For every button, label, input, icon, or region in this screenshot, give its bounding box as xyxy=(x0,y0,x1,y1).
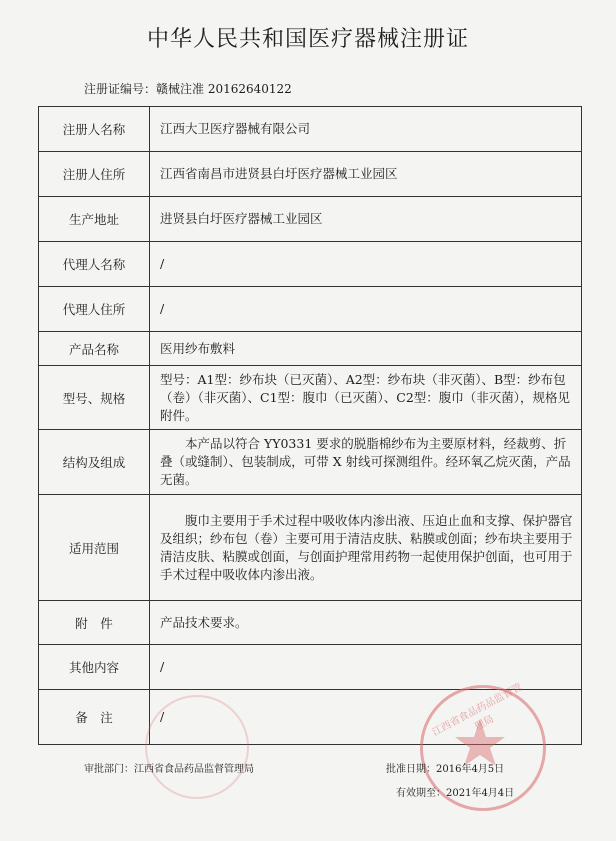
approval-date: 批准日期：2016年4月5日 xyxy=(386,764,505,775)
registrant-address-value: 江西省南昌市进贤县白圩医疗器械工业园区 xyxy=(150,152,582,197)
left-faint-stamp xyxy=(145,695,249,799)
scope-of-application-value: 腹巾主要用于手术过程中吸收体内渗出液、压迫止血和支撑、保护器官及组织；纱布包（卷）主要可用于清洁皮肤、粘膜或创面；纱布块主要用于清洁皮肤、粘膜或创面，与创面护理常用药物一起使用保护创面，也可用于手术过程中吸收体内渗出液。 xyxy=(150,495,582,601)
row-label: 型号、规格 xyxy=(39,366,150,430)
product-name-value: 医用纱布敷料 xyxy=(150,332,582,366)
agent-name-value: / xyxy=(150,242,582,287)
table-row xyxy=(39,645,582,690)
table-row xyxy=(39,366,582,430)
table-row xyxy=(39,287,582,332)
table-row xyxy=(39,197,582,242)
row-label: 结构及组成 xyxy=(39,430,150,495)
table-row xyxy=(39,495,582,601)
structure-composition-value: 本产品以符合 YY0331 要求的脱脂棉纱布为主要原材料，经裁剪、折叠（或缝制）、包装制成，可带 X 射线可探测组件。经环氧乙烷灭菌，产品无菌。 xyxy=(150,430,582,495)
row-label: 注册人名称 xyxy=(39,107,150,152)
row-label: 注册人住所 xyxy=(39,152,150,197)
attachment-value: 产品技术要求。 xyxy=(150,601,582,645)
agent-address-value: / xyxy=(150,287,582,332)
production-address-value: 进贤县白圩医疗器械工业园区 xyxy=(150,197,582,242)
table-row xyxy=(39,601,582,645)
row-label: 代理人名称 xyxy=(39,242,150,287)
registration-number: 注册证编号：赣械注准 20162640122 xyxy=(84,82,292,96)
row-label: 备 注 xyxy=(39,690,150,745)
row-label: 产品名称 xyxy=(39,332,150,366)
row-label: 适用范围 xyxy=(39,495,150,601)
model-spec-value: 型号：A1型：纱布块（已灭菌）、A2型：纱布块（非灭菌）、B型：纱布包（卷）（非灭菌）、C1型：腹巾（已灭菌）、C2型：腹巾（非灭菌），规格见附件。 xyxy=(150,366,582,430)
row-label: 代理人住所 xyxy=(39,287,150,332)
row-label: 其他内容 xyxy=(39,645,150,690)
certificate-title: 中华人民共和国医疗器械注册证 xyxy=(146,27,469,52)
table-row xyxy=(39,242,582,287)
table-row xyxy=(39,152,582,197)
row-label: 附 件 xyxy=(39,601,150,645)
table-row xyxy=(39,430,582,495)
row-label: 生产地址 xyxy=(39,197,150,242)
table-row xyxy=(39,332,582,366)
approval-department: 审批部门：江西省食品药品监督管理局 xyxy=(84,764,254,775)
table-row xyxy=(39,107,582,152)
other-content-value: / xyxy=(150,645,582,690)
registrant-name-value: 江西大卫医疗器械有限公司 xyxy=(150,107,582,152)
registration-table xyxy=(38,106,582,745)
valid-until: 有效期至：2021年4月4日 xyxy=(396,788,515,799)
remarks-value: / xyxy=(150,690,582,745)
seal-text: 江西省食品药品监督管理局 xyxy=(430,681,525,739)
